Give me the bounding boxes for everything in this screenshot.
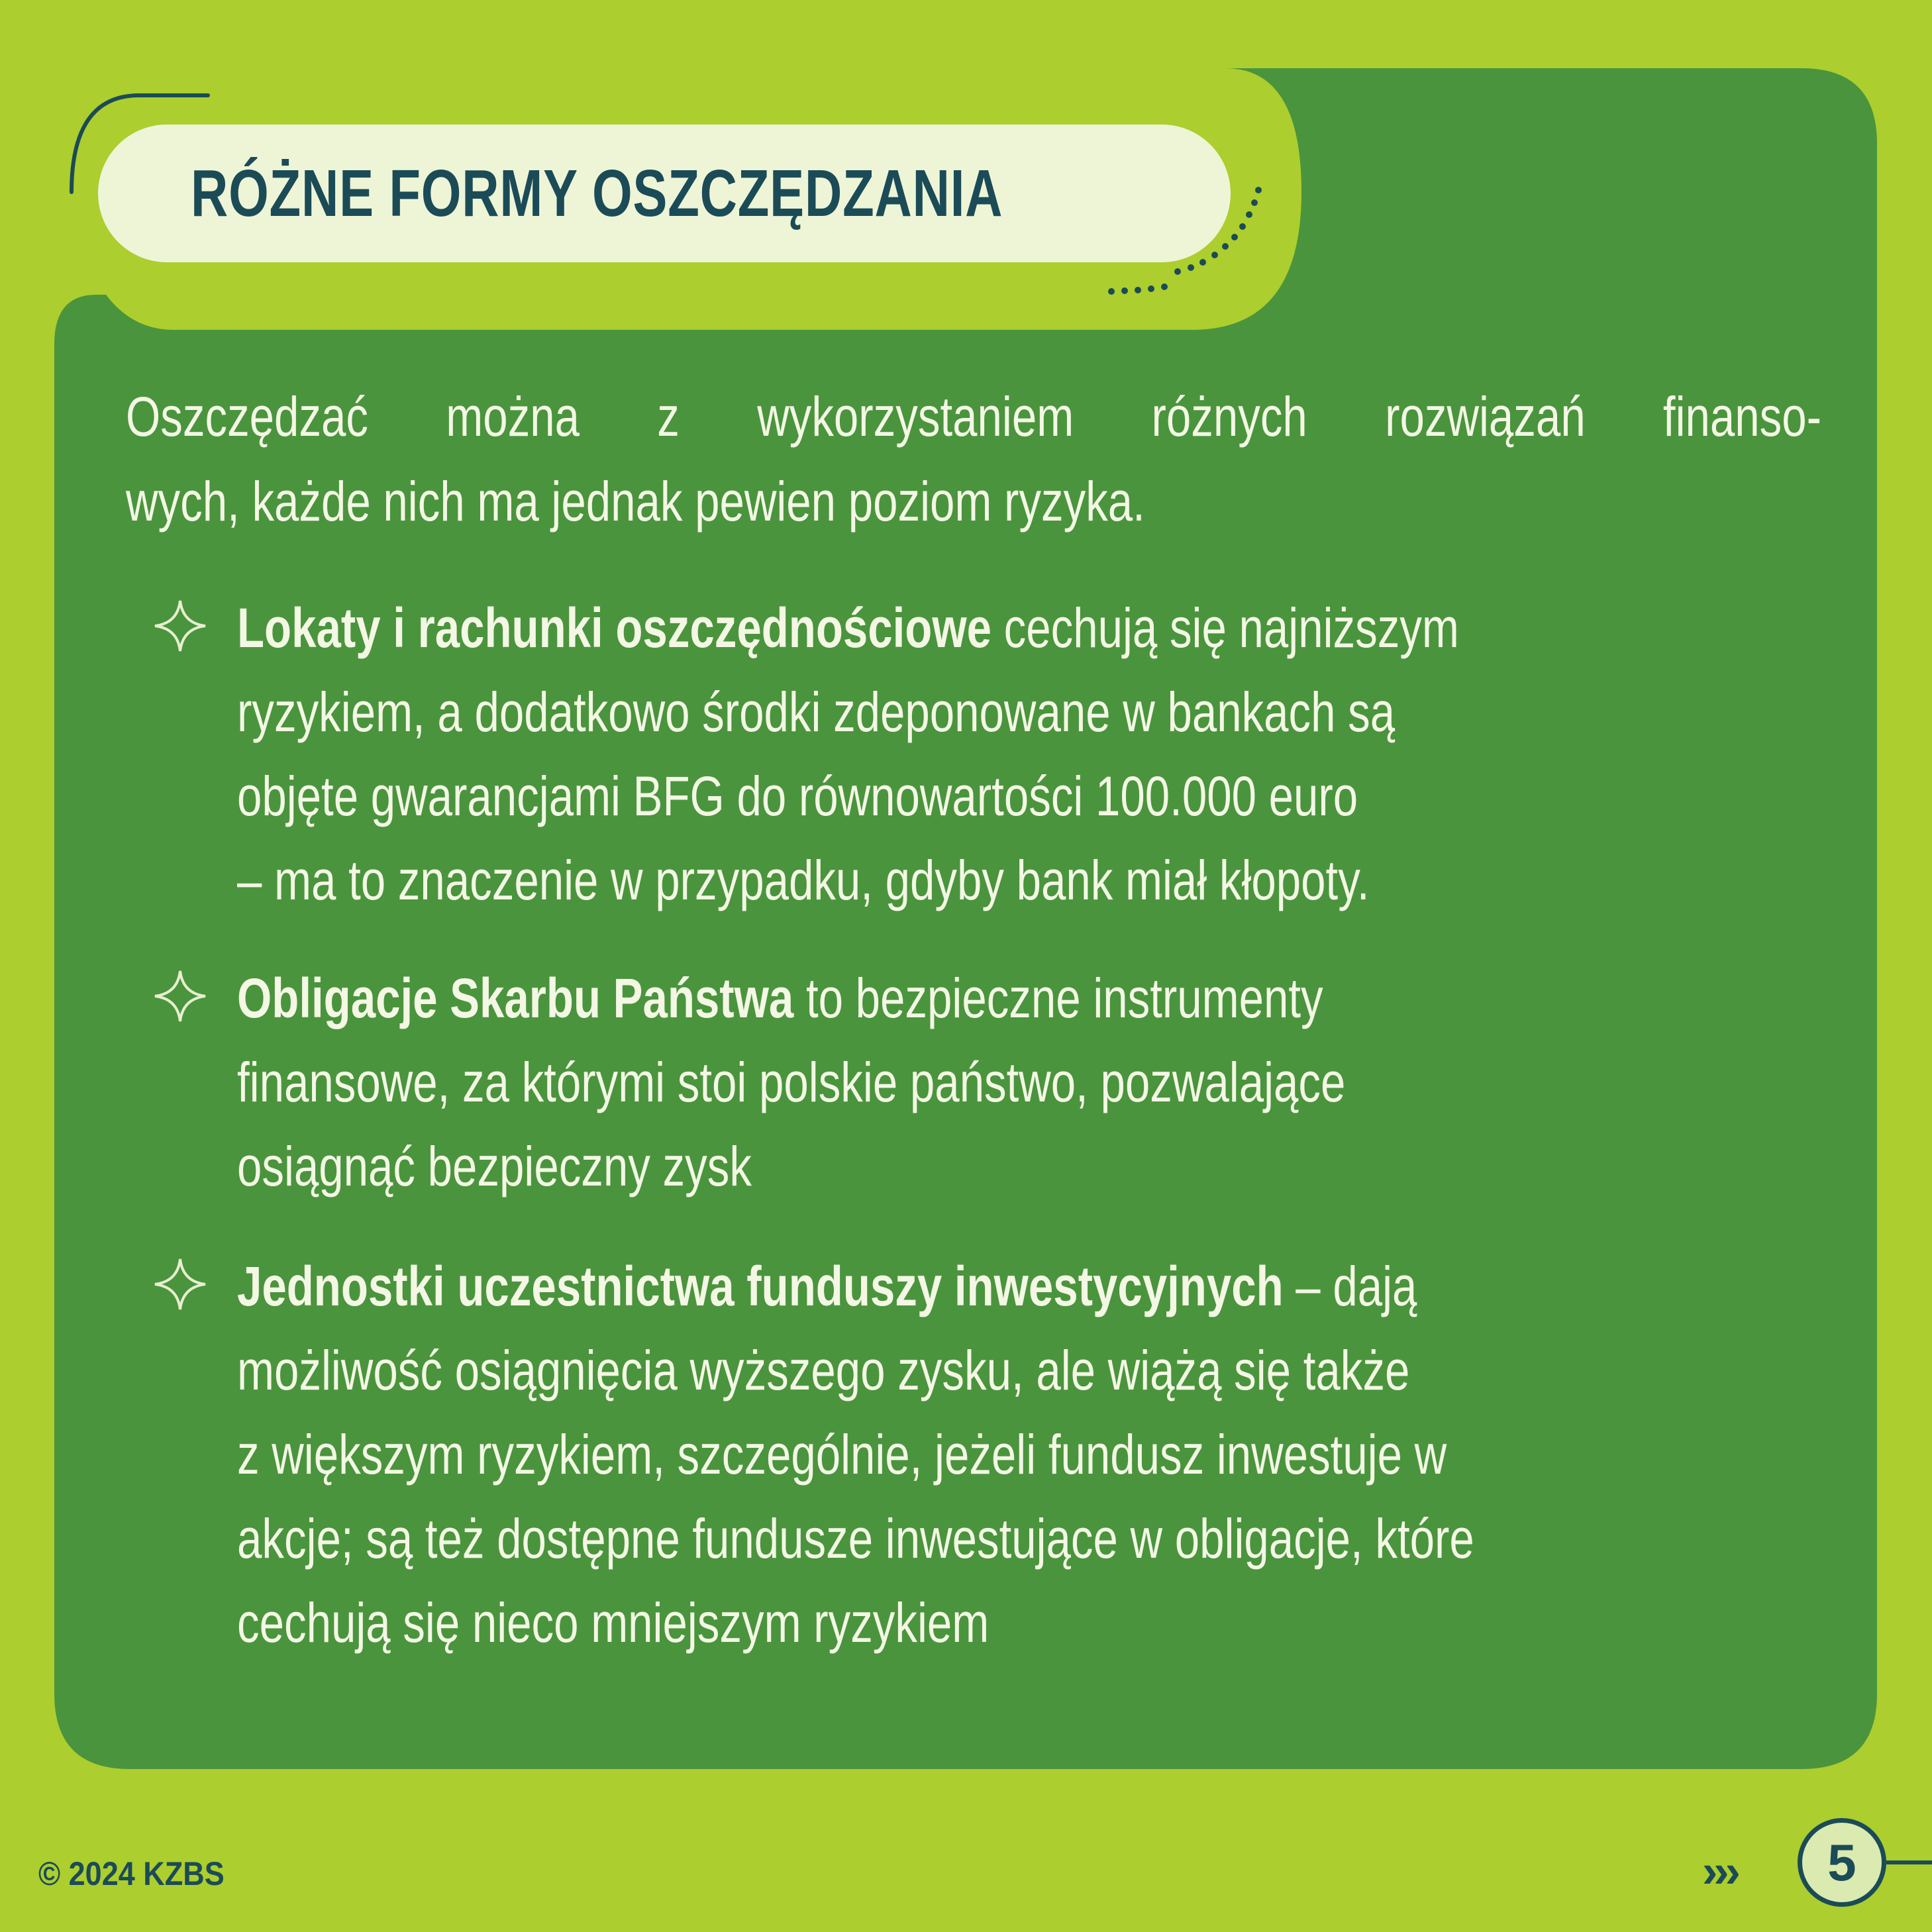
intro-word: finanso- (1662, 385, 1821, 448)
sparkle-icon (152, 968, 208, 1024)
list-item-line: cechują się nieco mniejszym ryzykiem (237, 1592, 990, 1654)
page-number: 5 (1827, 1833, 1856, 1892)
intro-word: wykorzystaniem (757, 385, 1074, 448)
title-pill (98, 125, 1231, 262)
list-item-line: z większym ryzykiem, szczególnie, jeżeli fundusz inwestuje w (237, 1423, 1447, 1486)
list-item-line: – ma to znaczenie w przypadku, gdyby bank miał kłopoty. (237, 849, 1370, 911)
badge-connector-line (1886, 1860, 1932, 1864)
next-page-arrows-icon[interactable]: ››› (1702, 1845, 1737, 1897)
list-item-line: akcje; są też dostępne fundusze inwestujące w obligacje, które (237, 1507, 1474, 1570)
list-item-line: ryzykiem, a dodatkowo środki zdeponowane w bankach są (237, 681, 1396, 743)
list-item-line: finansowe, za którymi stoi polskie państwo, pozwalające (237, 1051, 1346, 1113)
list-item-term: Lokaty i rachunki oszczędnościowe (237, 597, 991, 659)
list-item-term: Obligacje Skarbu Państwa (237, 967, 794, 1029)
intro-word: różnych (1151, 385, 1307, 448)
copyright-notice: © 2024 KZBS (38, 1855, 225, 1892)
intro-line-1-words (126, 374, 1821, 459)
sparkle-icon (152, 1256, 208, 1312)
intro-line-1 (126, 374, 1821, 459)
list-item-line: – dają (1283, 1255, 1417, 1317)
list-item-line: cechują się najniższym (991, 597, 1459, 659)
intro-word: można (446, 385, 580, 448)
intro-line-2: wych, każde nich ma jednak pewien poziom ryzyka. (126, 470, 1145, 533)
intro-paragraph (126, 374, 1821, 544)
intro-word: rozwiązań (1385, 385, 1586, 448)
list-item-line: osiągnąć bezpieczny zysk (237, 1135, 752, 1197)
sparkle-icon (152, 598, 208, 654)
list-item-term: Jednostki uczestnictwa funduszy inwestycyjnych (237, 1255, 1284, 1317)
page-number-badge (1798, 1818, 1886, 1907)
intro-word: Oszczędzać (126, 385, 368, 448)
list-item-text (237, 1245, 1893, 1665)
intro-word: z (657, 385, 680, 448)
list-item-line: możliwość osiągnięcia wyższego zysku, ale wiążą się także (237, 1339, 1410, 1401)
list-item-text (237, 586, 1893, 923)
list-item-line: to bezpieczne instrumenty (793, 967, 1323, 1029)
list-item-text (237, 956, 1893, 1209)
list-item-line: objęte gwarancjami BFG do równowartości 100.000 euro (237, 765, 1358, 827)
page-title: RÓŻNE FORMY OSZCZĘDZANIA (191, 156, 1003, 230)
